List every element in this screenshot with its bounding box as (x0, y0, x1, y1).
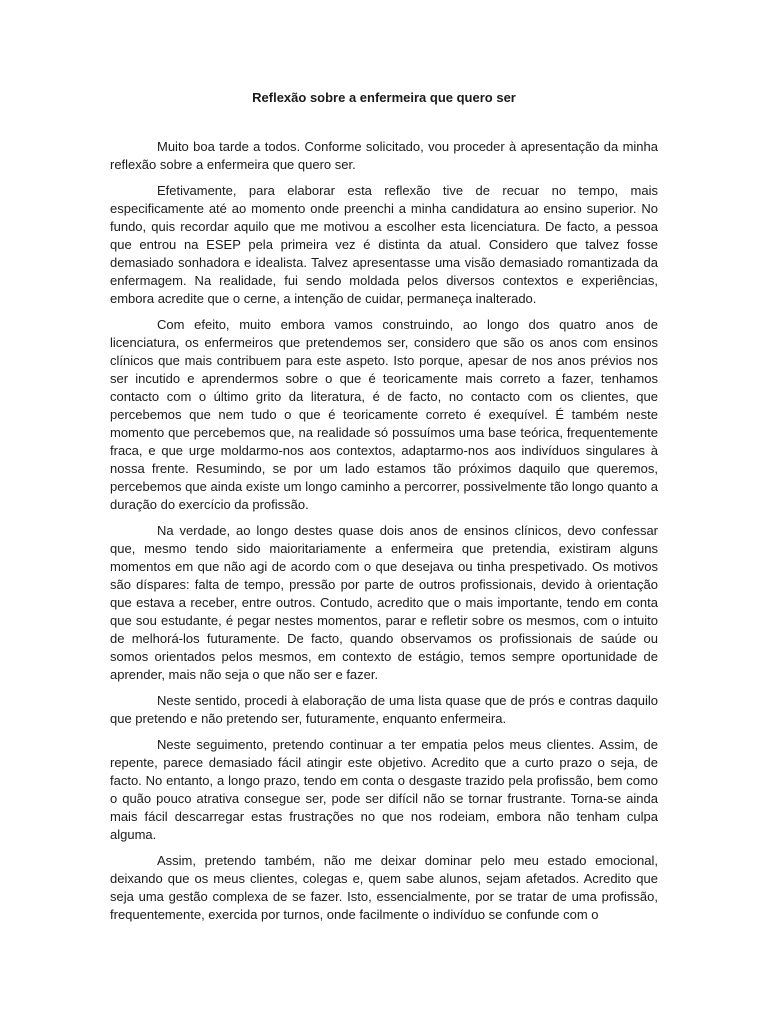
paragraph: Neste sentido, procedi à elaboração de uma lista quase que de prós e contras daquilo que pretendo e não pretendo ser, futuramente, enquanto enfermeira. (110, 693, 658, 726)
paragraph: Na verdade, ao longo destes quase dois anos de ensinos clínicos, devo confessar que, mesmo tendo sido maioritariamente a enfermeira que pretendia, existiram alguns momentos em que não agi de acordo com o que desejava ou tinha prespetivado. Os motivos são díspares: falta de tempo, pressão por parte de outros profissionais, devido à orientação que estava a receber, entre outros. Contudo, acredito que o mais importante, tendo em conta que sou estudante, é pegar nestes momentos, parar e refletir sobre os mesmos, com o intuito de melhorá-los futuramente. De facto, quando observamos os profissionais de saúde ou somos orientados pelos mesmos, em contexto de estágio, temos sempre oportunidade de aprender, mais não seja o que não ser e fazer. (110, 523, 658, 682)
document-title: Reflexão sobre a enfermeira que quero ser (252, 90, 516, 105)
paragraph: Assim, pretendo também, não me deixar dominar pelo meu estado emocional, deixando que os meus clientes, colegas e, quem sabe alunos, sejam afetados. Acredito que seja uma gestão complexa de se fazer. Isto, essencialmente, por se tratar de uma profissão, frequentemente, exercida por turnos, onde facilmente o indivíduo se confunde com o (110, 853, 658, 922)
paragraph: Com efeito, muito embora vamos construindo, ao longo dos quatro anos de licenciatura, os enfermeiros que pretendemos ser, considero que são os anos com ensinos clínicos que mais contribuem para este aspeto. Isto porque, apesar de nos anos prévios nos ser incutido e aprendermos sobre o que é teoricamente mais correto a fazer, tenhamos contacto com o último grito da literatura, é de facto, no contacto com os clientes, que percebemos que nem tudo o que é teoricamente correto é exequível. É também neste momento que percebemos que, na realidade só possuímos uma base teórica, frequentemente fraca, e que urge moldarmo-nos aos contextos, adaptarmo-nos aos indivíduos singulares à nossa frente. Resumindo, se por um lado estamos tão próximos daquilo que queremos, percebemos que ainda existe um longo caminho a percorrer, possivelmente tão longo quanto a duração do exercício da profissão. (110, 317, 658, 512)
document-body (110, 138, 658, 932)
paragraph: Muito boa tarde a todos. Conforme solicitado, vou proceder à apresentação da minha reflexão sobre a enfermeira que quero ser. (110, 139, 658, 172)
paragraph: Neste seguimento, pretendo continuar a ter empatia pelos meus clientes. Assim, de repente, parece demasiado fácil atingir este objetivo. Acredito que a curto prazo o seja, de facto. No entanto, a longo prazo, tendo em conta o desgaste trazido pela profissão, bem como o quão pouco atrativa consegue ser, pode ser difícil não se tornar frustrante. Torna-se ainda mais fácil descarregar estas frustrações no que nos rodeiam, embora não tenham culpa alguma. (110, 737, 658, 842)
paragraph: Efetivamente, para elaborar esta reflexão tive de recuar no tempo, mais especificamente até ao momento onde preenchi a minha candidatura ao ensino superior. No fundo, quis recordar aquilo que me motivou a escolher esta licenciatura. De facto, a pessoa que entrou na ESEP pela primeira vez é distinta da atual. Considero que talvez fosse demasiado sonhadora e idealista. Talvez apresentasse uma visão demasiado romantizada da enfermagem. Na realidade, fui sendo moldada pelos diversos contextos e experiências, embora acredite que o cerne, a intenção de cuidar, permaneça inalterado. (110, 183, 658, 306)
